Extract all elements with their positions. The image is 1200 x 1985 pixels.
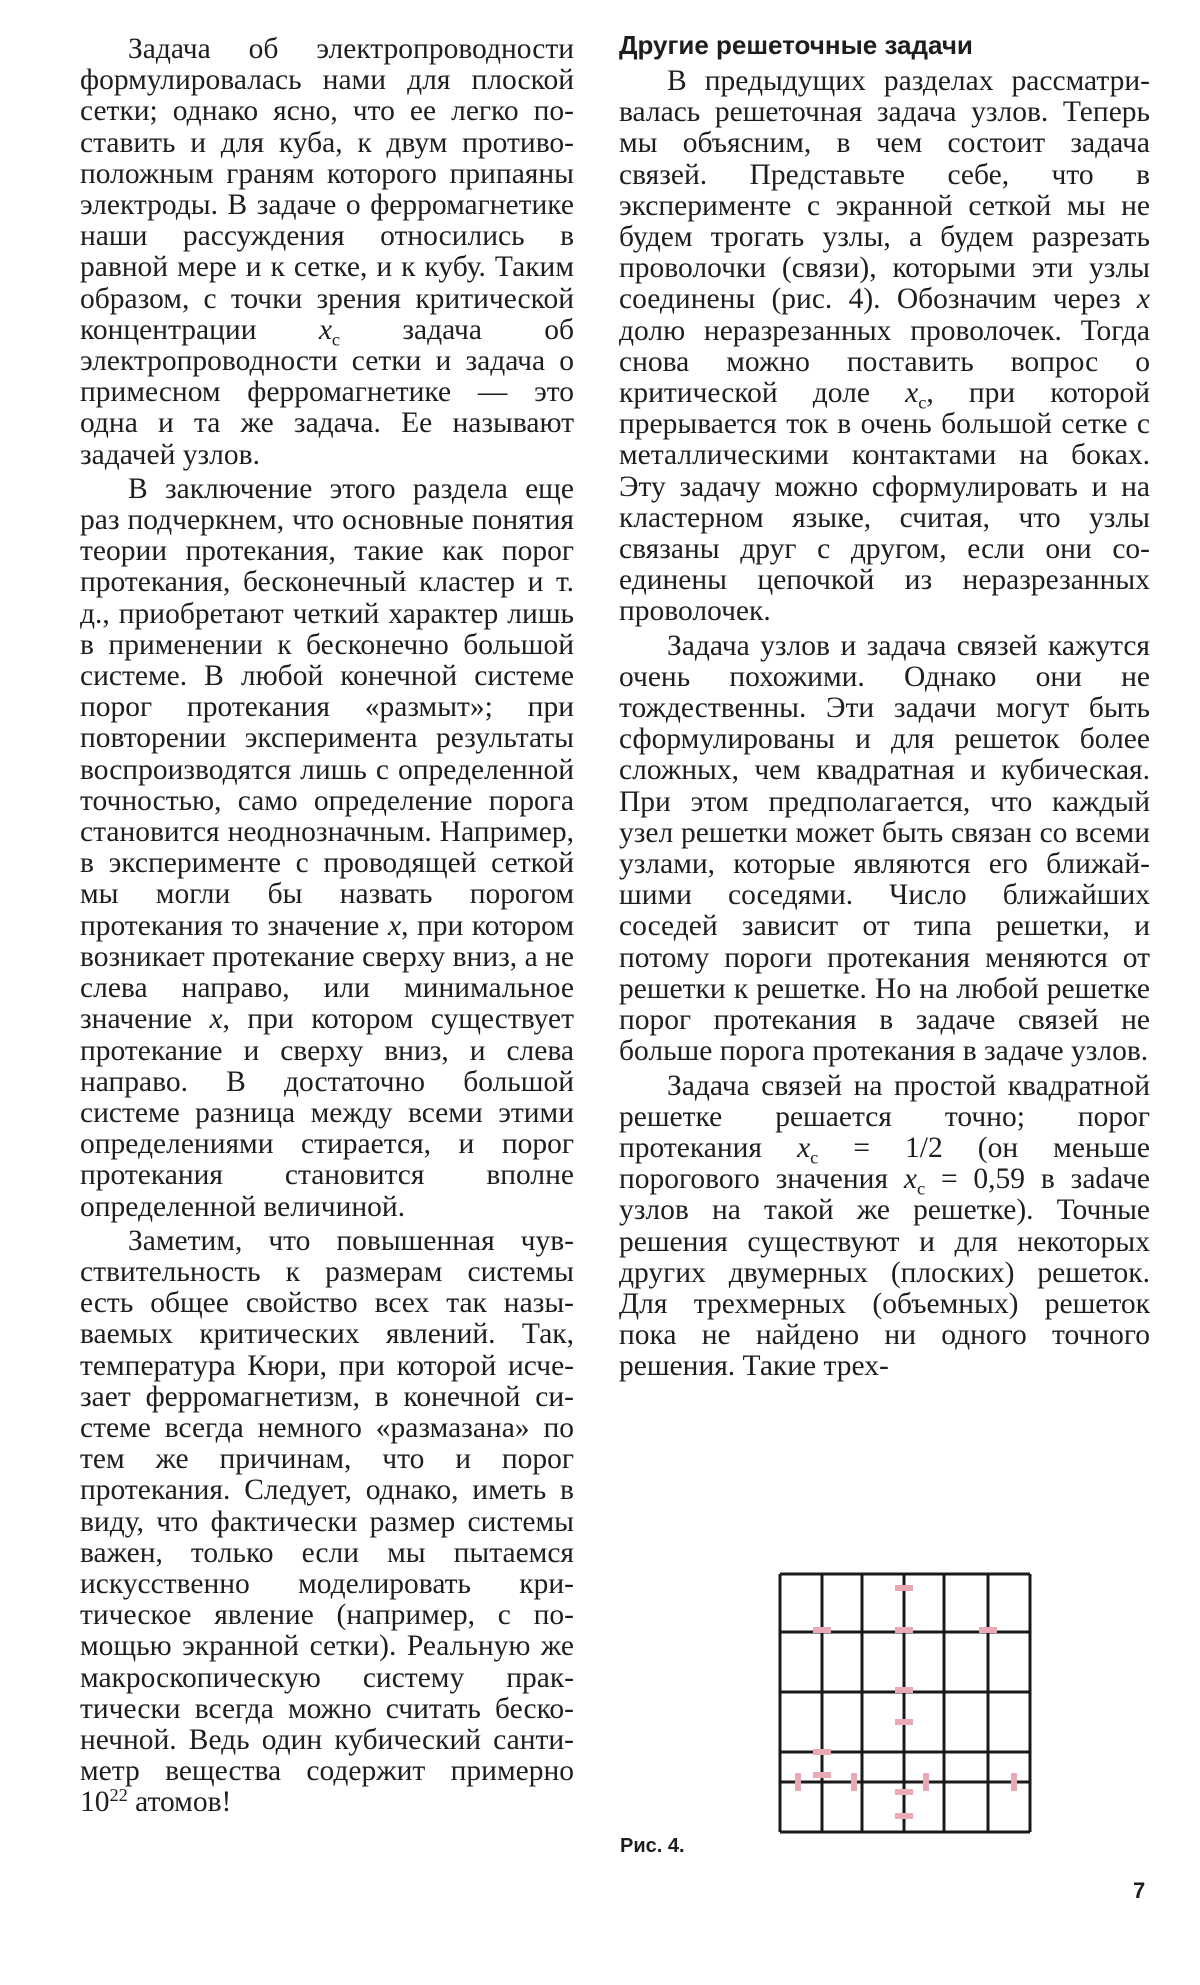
cut-bond-mark bbox=[1011, 1773, 1017, 1791]
cut-bond-mark bbox=[923, 1773, 929, 1791]
cut-bond-mark bbox=[813, 1749, 831, 1755]
paragraph bbox=[80, 474, 574, 1223]
cut-bond-mark bbox=[795, 1773, 801, 1791]
subscript: c bbox=[331, 329, 341, 350]
paragraph bbox=[80, 34, 574, 471]
figure-lattice bbox=[776, 1570, 1038, 1834]
superscript: 22 bbox=[109, 1785, 128, 1806]
figure-caption: Рис. 4. bbox=[620, 1835, 685, 1857]
math-variable: x bbox=[903, 1163, 917, 1196]
text-run: задача об электропроводности сетки и задача о примесном ферромагнетике — это одна и та же задача. Ее называют задачей узлов. bbox=[80, 313, 575, 471]
subscript: c bbox=[918, 392, 927, 413]
text-run: атомов! bbox=[127, 1786, 232, 1819]
text-run: = 0,59 в заdаче узлов на такой же решетке). Точные решения существуют и для некоторых других двумерных (плоских) решеток. Для трехмерных (объемных) решеток пока не найдено ни одного точного решения. Такие трех- bbox=[619, 1163, 1151, 1383]
subscript: c bbox=[916, 1178, 926, 1199]
math-variable: x bbox=[905, 377, 919, 410]
text-run: Заметим, что повышенная чувствительность к размерам системы есть общее свойство всех так называемых критических явлений. Так, температура Кюри, при которой исчезает ферромагнетизм, в конечной системе всегда немного «размазана» по тем же причинам, что и порог протекания. Следует, однако, иметь в виду, что фактически размер системы важен, только если мы пытаемся искусственно моделировать критическое явление (например, с помощью экранной сетки). Реальную же макроскопическую систему практически всегда можно считать бесконечной. Ведь один кубический сантиметр вещества содержит примерно 10 bbox=[80, 1224, 574, 1819]
math-variable: x bbox=[387, 909, 402, 942]
text-run: = 1/2 (он меньше порогового значения bbox=[619, 1131, 1150, 1196]
math-variable: x bbox=[209, 1003, 223, 1036]
cut-bond-mark bbox=[979, 1627, 997, 1633]
cut-bond-mark bbox=[895, 1585, 913, 1591]
subscript: c bbox=[810, 1147, 819, 1168]
paragraph bbox=[619, 1071, 1150, 1383]
cut-bond-mark bbox=[895, 1719, 913, 1725]
text-run: , при котором существует протекание и сверху вниз, и слева направо. В достаточно большой системе разница между всеми этими определениями стирается, и порог протекания становится вполне определенной величиной. bbox=[80, 1003, 574, 1223]
paragraph bbox=[619, 631, 1150, 1068]
math-variable: x bbox=[1136, 283, 1150, 316]
paragraph bbox=[619, 66, 1150, 628]
text-run: Задача об электропроводности формулировалась нами для плоской сетки; однако ясно, что ее легко поставить и для куба, к двум противоположным граням которого припаяны электроды. В задаче о ферромагнетике наши рассуждения относились в равной мере и к сетке, и к кубу. Таким образом, с точки зрения критической концентрации bbox=[80, 33, 574, 346]
cut-bond-mark bbox=[813, 1627, 831, 1633]
cut-bond-mark bbox=[895, 1627, 913, 1633]
text-run: долю неразрезанных проволочек. Тогда снова можно поставить вопрос о критической доле bbox=[619, 314, 1150, 410]
cut-bond-mark bbox=[813, 1772, 831, 1778]
text-run: , при котором возникает протекание сверху вниз, а не слева направо, или минимальное значение bbox=[80, 909, 574, 1036]
right-column bbox=[619, 30, 1151, 1383]
math-variable: x bbox=[797, 1131, 811, 1164]
text-run: Задача связей на простой квадратной решетке решается точно; порог протекания bbox=[619, 1069, 1150, 1164]
cut-bond-mark bbox=[851, 1773, 857, 1791]
text-run: Задача узлов и задача связей кажутся очень похожими. Однако они не тождественны. Эти задачи могут быть сформулированы и для решеток более сложных, чем квадратная и кубическая. При этом предполагается, что каждый узел решетки может быть связан со всеми узлами, которые являются его ближайшими соседями. Число ближайших соседей зависит от типа решетки, и потому пороги протекания меняются от решетки к решетке. Но на любой решетке порог протекания в задаче связей не больше порога протекания в задаче узлов. bbox=[619, 629, 1150, 1068]
cut-bond-mark bbox=[895, 1813, 913, 1819]
math-variable: x bbox=[318, 313, 332, 346]
left-column bbox=[80, 34, 574, 1819]
page-number: 7 bbox=[1133, 1878, 1146, 1903]
text-run: , при которой прерывается ток в очень большой сетке с металлическими контактами на боках. Эту задачу можно сформулировать и на кластерном языке, считая, что узлы связаны друг с другом, если они соединены цепочкой из неразрезанных проволочек. bbox=[619, 377, 1150, 628]
cut-bond-mark bbox=[895, 1687, 913, 1693]
cut-bond-mark bbox=[895, 1789, 913, 1795]
section-heading: Другие решеточные задачи bbox=[619, 30, 973, 60]
text-run: В заключение этого раздела еще раз подчеркнем, что основные понятия теории протекания, такие как порог протекания, бесконечный кластер и т. д., приобретают четкий характер лишь в применении к бесконечно большой системе. В любой конечной системе порог протекания «размыт»; при повторении эксперимента результаты воспроизводятся лишь с определенной точностью, само определение порога становится неоднозначным. Например, в эксперименте с проводящей сеткой мы могли бы назвать порогом протекания то значение bbox=[80, 472, 574, 942]
paragraph bbox=[80, 1226, 574, 1819]
text-run: В предыдущих разделах рассматривалась решеточная задача узлов. Теперь мы объясним, в чем состоит задача связей. Представьте себе, что в эксперименте с экранной сеткой мы не будем трогать узлы, а будем разрезать проволочки (связи), которыми эти узлы соединены (рис. 4). Обозначим через bbox=[619, 65, 1150, 316]
